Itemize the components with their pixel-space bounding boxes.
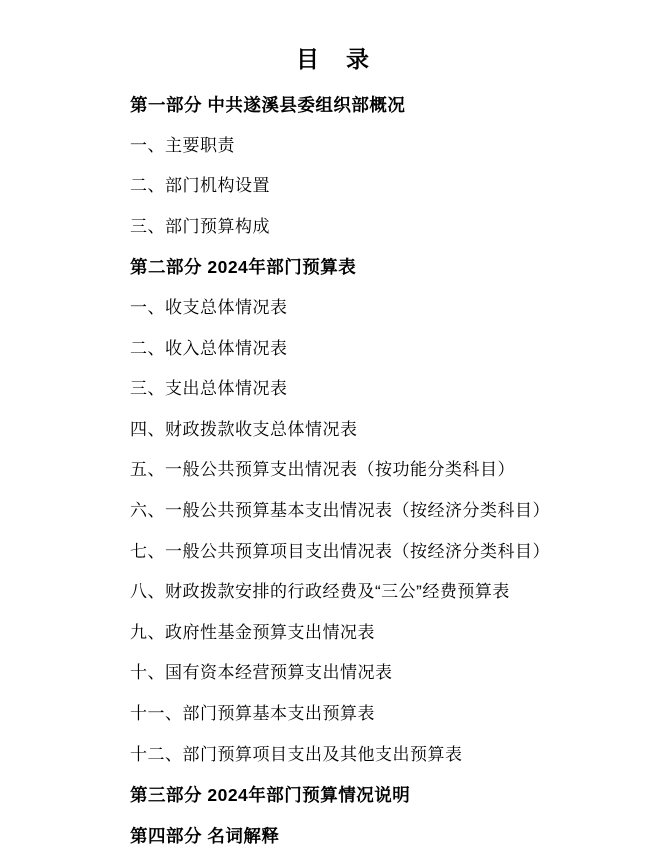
toc-item: 九、政府性基金预算支出情况表	[130, 622, 375, 642]
toc-item: 四、财政拨款收支总体情况表	[130, 419, 358, 439]
toc-item: 二、收入总体情况表	[130, 338, 288, 358]
toc-item: 三、支出总体情况表	[130, 379, 288, 399]
page-title: 目 录	[296, 46, 371, 72]
toc-item: 七、一般公共预算项目支出情况表（按经济分类科目）	[130, 541, 550, 561]
toc-item: 一、收支总体情况表	[130, 297, 288, 317]
toc-section-heading: 第二部分 2024年部门预算表	[130, 257, 357, 278]
toc-item: 十、国有资本经营预算支出情况表	[130, 663, 393, 683]
toc-item: 三、部门预算构成	[130, 216, 270, 236]
toc-item: 六、一般公共预算基本支出情况表（按经济分类科目）	[130, 500, 550, 520]
toc-item: 二、部门机构设置	[130, 176, 270, 196]
toc-item: 一、主要职责	[130, 135, 235, 155]
table-of-contents	[130, 85, 667, 856]
toc-item: 十二、部门预算项目支出及其他支出预算表	[130, 744, 463, 764]
toc-item: 十一、部门预算基本支出预算表	[130, 703, 375, 723]
toc-section-heading: 第三部分 2024年部门预算情况说明	[130, 785, 411, 806]
toc-section-heading: 第一部分 中共遂溪县委组织部概况	[130, 95, 406, 115]
toc-section-heading: 第四部分 名词解释	[130, 825, 280, 846]
toc-item: 五、一般公共预算支出情况表（按功能分类科目）	[130, 460, 515, 480]
toc-item: 八、财政拨款安排的行政经费及“三公”经费预算表	[130, 582, 510, 602]
